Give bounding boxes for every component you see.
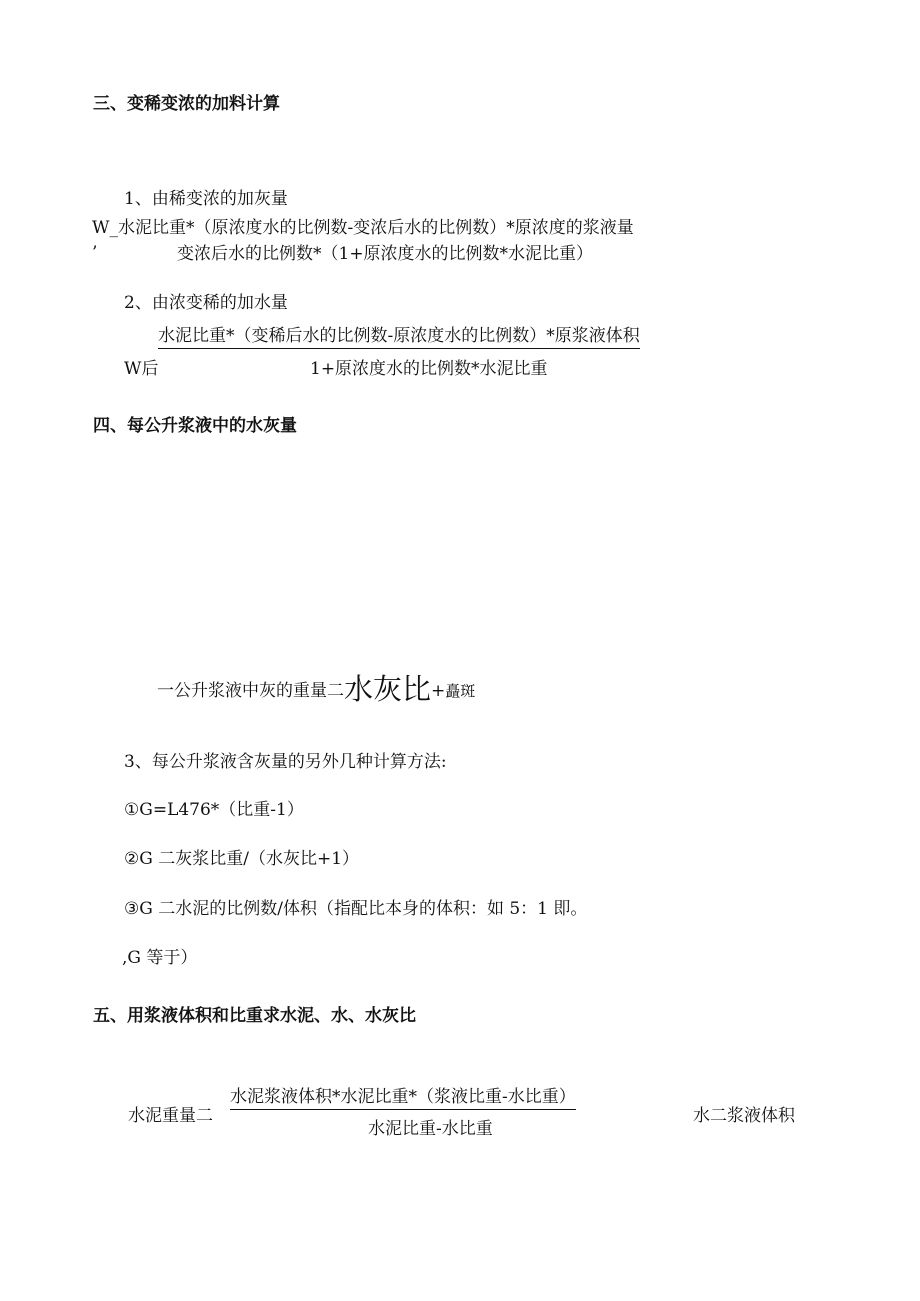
method-2: ②G 二灰浆比重/（水灰比+1） <box>124 849 360 869</box>
section-3-heading: 三、变稀变浓的加料计算 <box>93 94 280 114</box>
item-2-title: 2、由浓变稀的加水量 <box>124 293 288 313</box>
formula-suffix: 矗斑 <box>445 682 476 700</box>
item-2-lhs: W后 <box>124 359 159 379</box>
item-1-denominator: 变浓后水的比例数*（1+原浓度水的比例数*水泥比重） <box>177 244 594 264</box>
formula-plus: + <box>431 681 446 701</box>
item-2-numerator: 水泥比重*（变稀后水的比例数-原浓度水的比例数）*原浆液体积 <box>158 328 640 349</box>
item-2-denominator: 1+原浓度水的比例数*水泥比重 <box>310 359 548 379</box>
cement-weight-numerator: 水泥浆液体积*水泥比重*（浆液比重-水比重） <box>230 1089 576 1110</box>
item-3-title: 3、每公升浆液含灰量的另外几种计算方法: <box>124 752 447 772</box>
section-5-heading: 五、用浆液体积和比重求水泥、水、水灰比 <box>93 1006 416 1026</box>
weight-per-liter-formula <box>157 672 476 706</box>
method-3: ③G 二水泥的比例数/体积（指配比本身的体积：如 5：1 即。 <box>124 899 588 919</box>
water-formula: 水二浆液体积 <box>693 1106 795 1126</box>
method-3-tail: ,G 等于） <box>122 948 198 968</box>
method-1: ①G=L476*（比重-1） <box>124 800 304 820</box>
item-1-apostrophe: ’ <box>92 243 98 263</box>
item-1-title: 1、由稀变浓的加灰量 <box>124 189 288 209</box>
item-1-formula-line: W_水泥比重*（原浓度水的比例数-变浓后水的比例数）*原浓度的浆液量 <box>92 218 634 238</box>
cement-weight-denominator: 水泥比重-水比重 <box>368 1119 493 1139</box>
formula-big-term: 水灰比 <box>344 672 432 706</box>
formula-prefix: 一公升浆液中灰的重量二 <box>157 681 344 701</box>
cement-weight-lhs: 水泥重量二 <box>128 1106 213 1126</box>
section-4-heading: 四、每公升浆液中的水灰量 <box>93 416 297 436</box>
